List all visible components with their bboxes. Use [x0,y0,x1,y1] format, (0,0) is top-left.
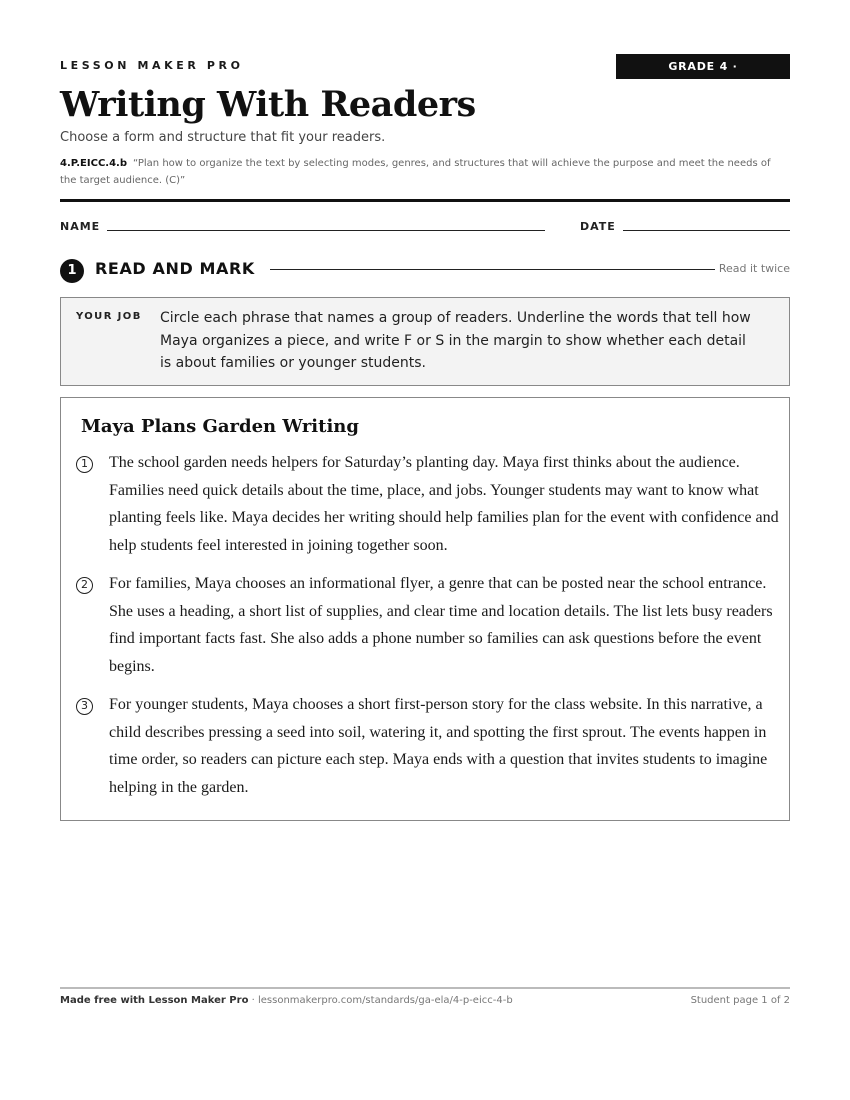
grade-badge: GRADE 4 · 4.P.EICC.4.b [616,54,790,79]
name-label: NAME [60,220,101,233]
date-label: DATE [580,220,616,233]
paragraph-text: The school garden needs helpers for Saturday’s planting day. Maya first thinks about the audience. Families need quick details about the time, place, and jobs. Younger students may want to know what planting feels like. Maya decides her writing should help families plan for the event with confidence and help students feel interested in joining together soon. [109,454,779,554]
paragraph-text: For families, Maya chooses an informational flyer, a genre that can be posted near the school entrance. She uses a heading, a short list of supplies, and clear time and location details. The list lets busy readers find important facts fast. She also adds a phone number so families can ask questions before the event begins. [109,575,773,675]
section-title: READ AND MARK [95,259,255,278]
passage-title: Maya Plans Garden Writing [81,416,359,437]
section-number-badge: 1 [60,259,84,283]
standard-code: 4.P.EICC.4.b [60,158,127,169]
section-header [60,257,790,283]
footer-url[interactable]: · lessonmakerpro.com/standards/ga-ela/4-p-eicc-4-b [248,995,513,1006]
instructions-label: YOUR JOB [76,311,142,322]
reading-passage [60,397,790,821]
section-hint: Read it twice [718,262,790,275]
name-field[interactable] [107,230,545,231]
paragraph-number: 2 [76,577,93,594]
worksheet-page [60,0,790,1100]
page-subtitle: Choose a form and structure that fit your readers. [60,130,386,145]
footer-page-number: Student page 1 of 2 [690,995,790,1006]
section-divider [270,269,715,270]
instructions-box [60,297,790,386]
instructions-text: Circle each phrase that names a group of readers. Underline the words that tell how Maya organizes a piece, and write F or S in the margin to show whether each detail is about families or younger students. [160,310,751,371]
date-field[interactable] [623,230,790,231]
footer-divider [60,987,790,989]
brand-name: LESSON MAKER PRO [60,59,244,72]
paragraph-number: 3 [76,698,93,715]
standard-description [60,155,790,189]
paragraph-number: 1 [76,456,93,473]
page-title: Writing With Readers [60,84,476,125]
footer-credit [60,995,513,1006]
standard-text: “Plan how to organize the text by selecting modes, genres, and structures that will achieve the purpose and meet the needs of the target audience. (C)” [60,158,771,186]
paragraph-text: For younger students, Maya chooses a short first-person story for the class website. In this narrative, a child describes pressing a seed into soil, watering it, and spotting the first sprout. The events happen in time order, so readers can picture each step. Maya ends with a question that invites students to imagine helping in the garden. [109,696,768,796]
footer-made-with: Made free with Lesson Maker Pro [60,995,249,1006]
header-divider [60,199,790,202]
